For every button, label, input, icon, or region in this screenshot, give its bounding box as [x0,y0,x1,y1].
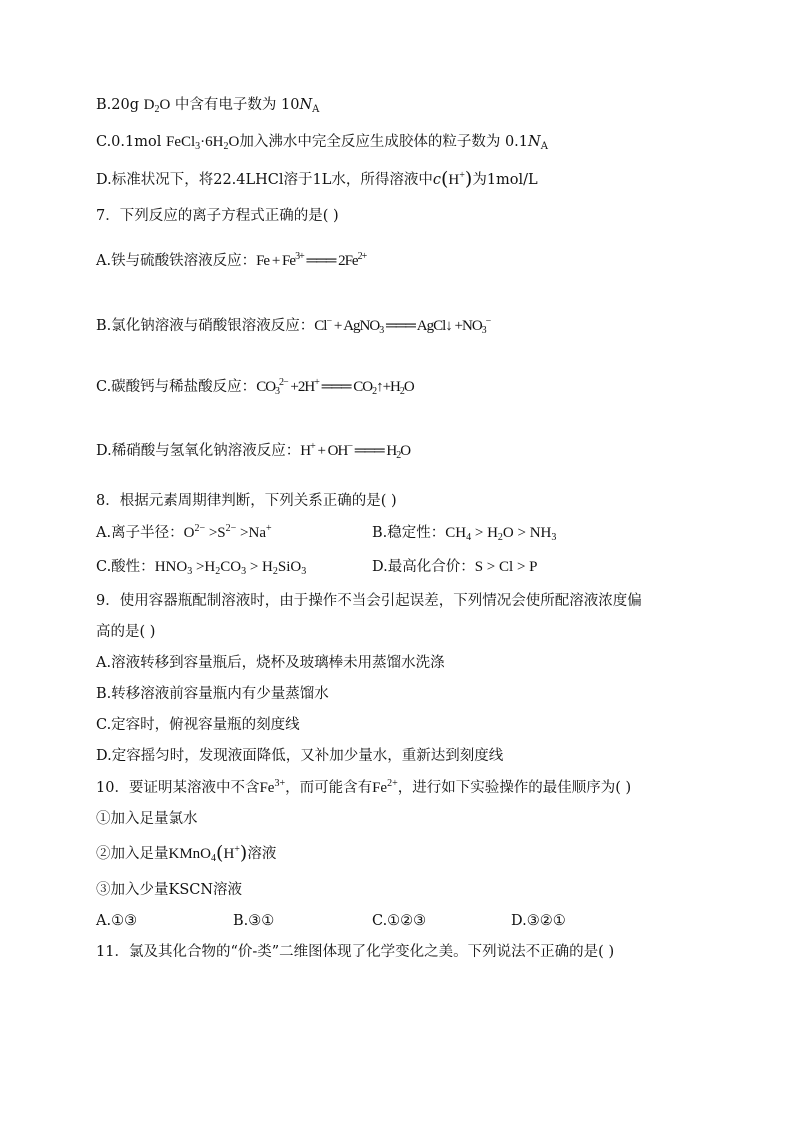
q10-option-d: D.③②① [511,913,566,929]
q8-option-c-label: C.酸性： [96,559,155,575]
q8-option-b: B.稳定性：$CH_4 > H_2O > NH_3$ [372,525,557,543]
q9-option-b: B.转移溶液前容量瓶内有少量蒸馏水 [96,686,329,702]
q8-option-a-label: A.离子半径： [96,525,184,541]
q9-option-c: C.定容时，俯视容量瓶的刻度线 [96,717,300,733]
q7-option-a: A.铁与硫酸铁溶液反应：$Fe + Fe^{3+}$ ═══ $2Fe^{2+}$ [96,251,367,269]
q8-stem: 8．根据元素周期律判断，下列关系正确的是( ) [96,493,397,509]
q8-option-c: C.酸性：$HNO_3 >H_2CO_3 > H_2SiO_3$ [96,559,307,577]
q9-stem-line1: 9．使用容器瓶配制溶液时，由于操作不当会引起误差，下列情况会使所配溶液浓度偏 [96,593,642,609]
q10-step-2-post: 溶液 [247,846,277,862]
q8-option-d: D.最高化合价：S > Cl > P [372,559,538,575]
q10-stem-part2: ，而可能含有 [285,780,373,796]
q7-option-b-label: B.氯化钠溶液与硝酸银溶液反应： [96,318,315,334]
q7-option-c-label: C.碳酸钙与稀盐酸反应： [96,379,257,395]
q10-stem: 10．要证明某溶液中不含$Fe^{3+}$，而可能含有$Fe^{2+}$，进行如下实验操作的最佳顺序为( ) [96,778,632,796]
q11-stem: 11．氯及其化合物的“价-类”二维图体现了化学变化之美。下列说法不正确的是( ) [96,944,615,960]
q7-option-c: C.碳酸钙与稀盐酸反应：$CO_3^{2-} +2H^+$ ═══ $CO_2↑+H_2O$ [96,377,414,397]
q10-stem-part1: 10．要证明某溶液中不含 [96,780,260,796]
q8-option-b-label: B.稳定性： [372,525,446,541]
q10-step-1: ①加入足量氯水 [96,811,198,827]
q9-option-a: A.溶液转移到容量瓶后，烧杯及玻璃棒未用蒸馏水洗涤 [96,655,445,671]
q9-option-d: D.定容摇匀时，发现液面降低，又补加少量水，重新达到刻度线 [96,748,504,764]
q7-option-d-label: D.稀硝酸与氢氧化钠溶液反应： [96,443,301,459]
q7-option-b: B.氯化钠溶液与硝酸银溶液反应：Cl− + AgNO$_3$ ═══ AgCl↓ $+NO_3^-$ [96,316,491,336]
q10-step-3: ③加入少量KSCN溶液 [96,882,243,898]
q10-stem-part3: ，进行如下实验操作的最佳顺序为( ) [397,780,632,796]
q7-stem: 7．下列反应的离子方程式正确的是( ) [96,208,339,224]
q6-option-d-text: D.标准状况下，将22.4LHCl溶于1L水，所得溶液中 [96,172,433,188]
q10-step-2-pre: ②加入足量 [96,846,169,862]
q6-option-d: D.标准状况下，将22.4LHCl溶于1L水，所得溶液中c(H+)为1mol/L [96,168,538,190]
q8-option-d-label: D.最高化合价： [372,559,475,575]
q10-step-2: ②加入足量KMnO$_4$(H+)溶液 [96,842,277,864]
q9-stem-line2: 高的是( ) [96,624,156,640]
q10-option-c: C.①②③ [372,913,427,929]
q6-option-d-unit: 为1mol/L [472,172,538,188]
q10-option-a: A.①③ [96,913,138,929]
q10-option-b: B.③① [233,913,275,929]
q7-option-d: D.稀硝酸与氢氧化钠溶液反应：H+ + OH− ═══ $H_2O$ [96,441,411,461]
q6-option-b: B.20g $D_2O$ 中含有电子数为 $10N_A$ [96,97,320,115]
q6-option-c: C.0.1mol $FeCl_3\cdot 6H_2O$加入沸水中完全反应生成胶体的粒子数为 $0.1N_A$ [96,134,548,152]
q7-option-a-label: A.铁与硫酸铁溶液反应： [96,253,257,269]
q8-option-a: A.离子半径：$O^{2-} >S^{2-} >Na^+$ [96,523,272,541]
